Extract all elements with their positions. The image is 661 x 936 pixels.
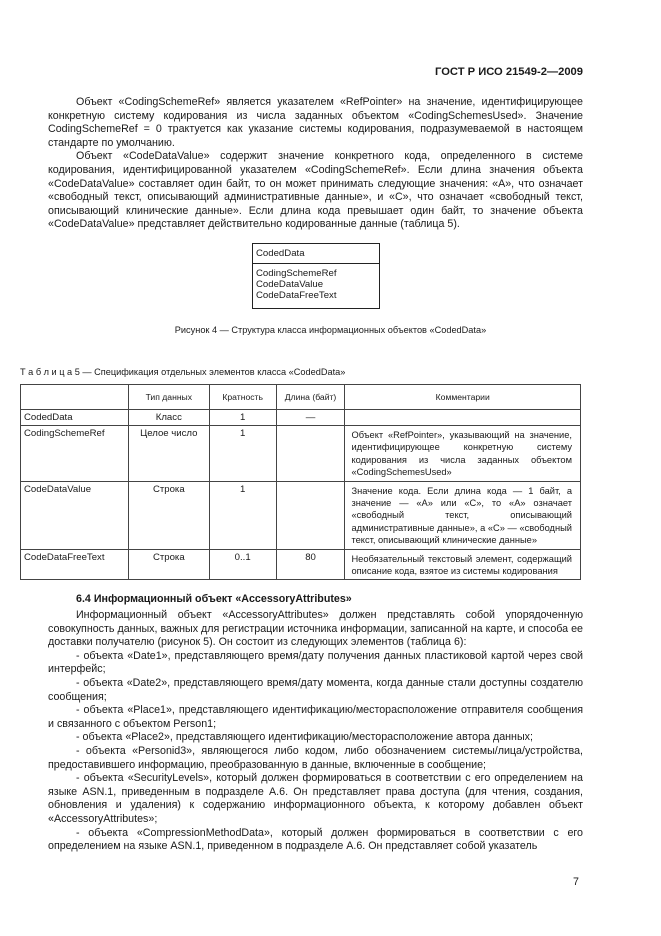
class-diagram-attributes [253,264,379,301]
page-number: 7 [573,876,579,888]
table-cell [276,426,345,482]
table-header-row [21,385,581,410]
class-diagram [252,243,380,309]
table-cell: 1 [209,481,276,549]
table-cell: Объект «RefPointer», указывающий на значение, идентифицирующее конкретную систему кодирования из числа заданных объектом «CodingSchemesUsed» [345,426,581,482]
table-cell: Необязательный текстовый элемент, содержащий описание кода, взятое из системы кодирования [345,549,581,580]
table-cell: Целое число [128,426,209,482]
section-text [48,609,583,854]
column-header: Тип данных [128,385,209,410]
list-item: - объекта «SecurityLevels», который должен формироваться в соответствии с его определением на языке ASN.1, приведенным в подразделе А.6. Он представляет права доступа (для чтения, создания, обновления и удаления) к содержанию информационного объекта, к которому добавлен объект «AccessoryAttributes»; [48,772,583,825]
table-cell [276,481,345,549]
table-cell: CodedData [21,410,129,426]
table-title: Т а б л и ц а 5 — Спецификация отдельных элементов класса «CodedData» [20,367,346,377]
list-item: - объекта «Place2», представляющего идентификацию/месторасположение автора данных; [76,731,533,744]
document-header: ГОСТ Р ИСО 21549-2—2009 [435,66,583,78]
column-header: Длина (байт) [276,385,345,410]
list-item: - объекта «Place1», представляющего идентификацию/месторасположение отправителя сообщения и связанного с объектом Person1; [48,704,583,730]
table-cell: 1 [209,426,276,482]
column-header [21,385,129,410]
table-cell: Класс [128,410,209,426]
list-item: - объекта «Personid3», являющегося либо кодом, либо обозначением системы/лица/устройства, предоставившего информацию, преобразованную в данные, включенные в сообщение; [48,744,583,771]
paragraph: Объект «CodeDataValue» содержит значение конкретного кода, определенного в системе кодирования, идентифицированной указателем «CodingSchemeRef». Если длина значения объекта «CodeDataValue» составляет один байт, то он может принимать следующие значения: «А», что означает «свободный текст, описывающий административные данные», и «С», что означает «свободный текст, описывающий клинические данные». Если длина кода превышает один байт, то значение объекта «CodeDataValue» представляет действительно кодированные данные (таблица 5). [48,150,583,231]
table-cell: CodeDataValue [21,481,129,549]
table-cell: Значение кода. Если длина кода — 1 байт, а значение — «А» или «С», то «А» означает «свободный текст, описывающий административные данные», а «С» — «свободный текст, описывающий клинические данные» [345,481,581,549]
table-cell: Строка [128,481,209,549]
table-row [21,549,581,580]
list-item: - объекта «Date1», представляющего время/дату получения данных пластиковой картой через свой интерфейс; [48,649,583,676]
table-row [21,481,581,549]
class-attribute: CodeDataFreeText [256,290,337,301]
figure-caption: Рисунок 4 — Структура класса информационных объектов «CodedData» [174,325,487,335]
table-cell: 80 [276,549,345,580]
table-cell: 1 [209,410,276,426]
table-cell: CodingSchemeRef [21,426,129,482]
class-attribute: CodingSchemeRef [256,268,337,279]
table-cell: — [276,410,345,426]
paragraph: Объект «CodingSchemeRef» является указателем «RefPointer» на значение, идентифицирующее конкретную систему кодирования из числа заданных объектом «CodingSchemesUsed». Значение CodingSchemeRef = 0 трактуется как указание системы кодирования, подразумеваемой в настоящем стандарте по умолчанию. [48,96,583,149]
intro-text [48,96,583,232]
table-cell: Строка [128,549,209,580]
class-diagram-title: CodedData [253,244,379,264]
table-cell: CodeDataFreeText [21,549,129,580]
table-cell [345,410,581,426]
list-item: - объекта «Date2», представляющего время/дату момента, когда данные стали доступны создателю сообщения; [48,676,583,703]
class-attribute: CodeDataValue [256,279,324,290]
table-cell: 0..1 [209,549,276,580]
column-header: Кратность [209,385,276,410]
specification-table [20,384,581,580]
list-item: - объекта «CompressionMethodData», который должен формироваться в соответствии с его определением на языке ASN.1, приведенном в подразделе А.6. Он представляет собой указатель [48,826,583,853]
column-header: Комментарии [345,385,581,410]
table-row [21,410,581,426]
table-row [21,426,581,482]
paragraph: Информационный объект «AccessoryAttributes» должен представлять собой упорядоченную совокупность данных, важных для регистрации источника информации, записанной на карте, и способа ее доставки получателю (рисунок 5). Он состоит из следующих элементов (таблица 6): [48,609,583,649]
section-heading: 6.4 Информационный объект «AccessoryAttributes» [76,593,352,605]
